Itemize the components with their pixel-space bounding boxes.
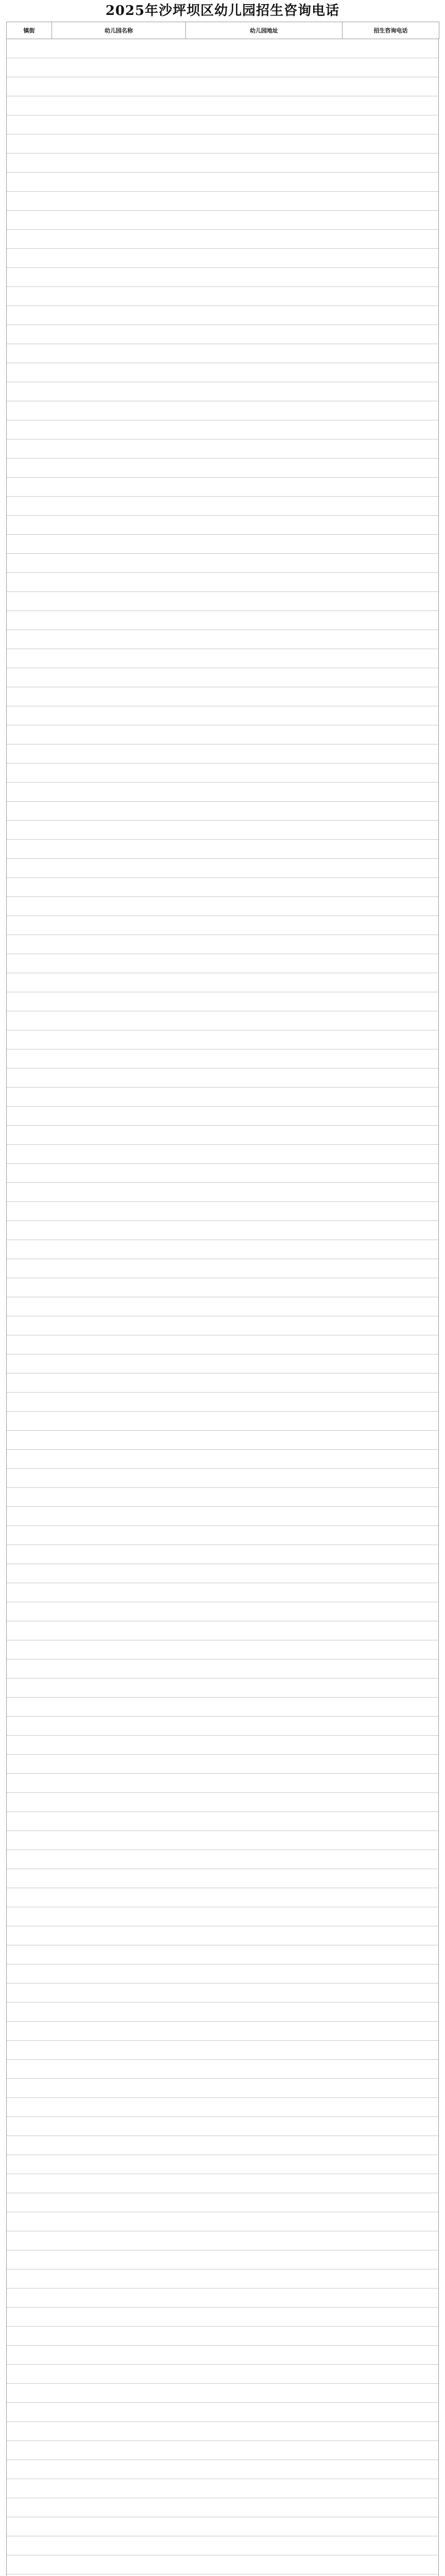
page-title: 2025年沙坪坝区幼儿园招生咨询电话 (105, 3, 340, 19)
column-header-address: 幼儿园地址 (186, 22, 343, 39)
table-body-placeholder (6, 39, 439, 2576)
header-row (7, 22, 439, 39)
table-header (7, 22, 439, 39)
kindergarten-table (6, 22, 439, 39)
column-header-phone: 招生咨询电话 (343, 22, 439, 39)
column-header-street: 镇街 (7, 22, 52, 39)
column-header-kindergarten-name: 幼儿园名称 (52, 22, 186, 39)
